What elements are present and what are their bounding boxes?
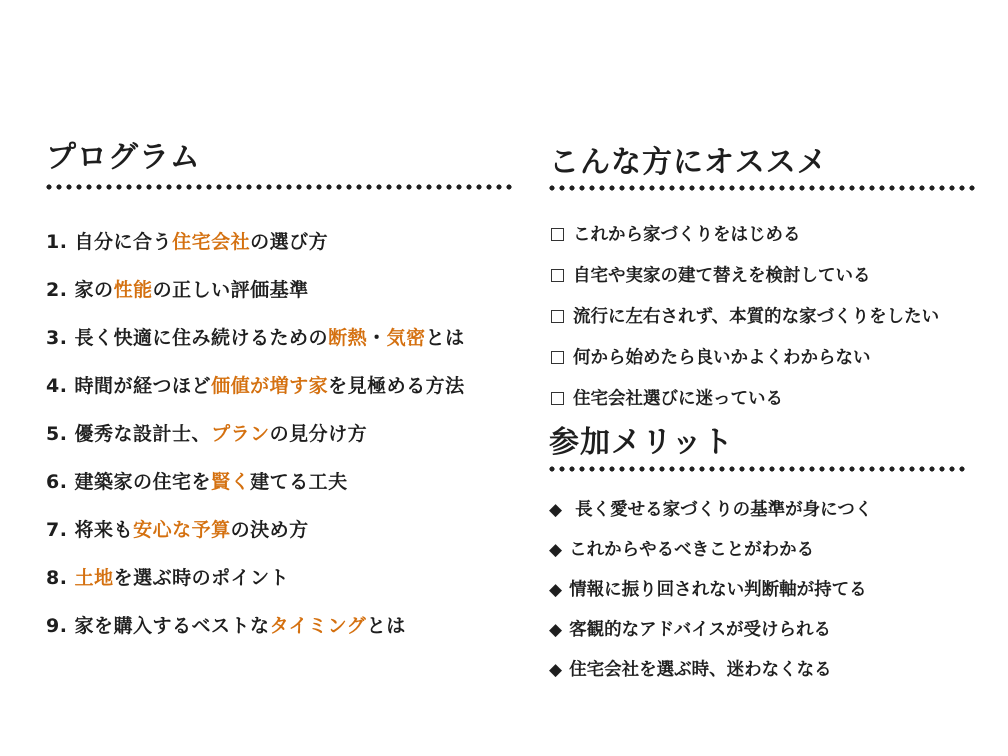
program-item-text: を見極める方法 — [328, 375, 465, 397]
program-item-highlight: プラン — [211, 423, 270, 445]
diamond-bullet-icon: ◆ — [549, 620, 563, 640]
program-item-text: 建てる工夫 — [250, 471, 348, 493]
program-item-text: とは — [425, 327, 465, 349]
merit-item — [549, 530, 872, 570]
diamond-bullet-icon: ◆ — [549, 540, 563, 560]
merit-item — [549, 570, 872, 610]
merit-item-label: これからやるべきことがわかる — [569, 540, 815, 560]
program-item-text: 6. 建築家の住宅を — [46, 471, 212, 493]
recommend-item-label: 流行に左右されず、本質的な家づくりをしたい — [573, 306, 940, 327]
recommend-item — [551, 255, 939, 296]
program-item — [46, 510, 465, 558]
program-item-text: 1. 自分に合う — [46, 231, 173, 253]
program-item — [46, 606, 465, 654]
program-item — [46, 222, 465, 270]
program-item — [46, 270, 465, 318]
program-item-text: の正しい評価基準 — [152, 279, 309, 301]
diamond-bullet-icon: ◆ — [549, 660, 563, 680]
program-item — [46, 462, 465, 510]
merits-list — [549, 490, 872, 690]
recommend-item-label: 自宅や実家の建て替えを検討している — [573, 265, 871, 286]
program-item-text: 2. 家の — [46, 279, 114, 301]
program-item-text: の選び方 — [250, 231, 329, 253]
program-item-text: 9. 家を購入するベストな — [46, 615, 270, 637]
merit-item — [549, 610, 872, 650]
program-item — [46, 558, 465, 606]
program-item-highlight: タイミング — [269, 615, 367, 637]
checkbox-icon — [551, 228, 564, 241]
program-item-text: の決め方 — [230, 519, 309, 541]
program-list — [46, 222, 465, 654]
merit-item-label: 住宅会社を選ぶ時、迷わなくなる — [569, 660, 832, 680]
program-item-text: 7. 将来も — [46, 519, 134, 541]
program-item-text: の見分け方 — [269, 423, 368, 445]
merit-item-label: 長く愛せる家づくりの基準が身につく — [569, 500, 873, 520]
merit-item-label: 客観的なアドバイスが受けられる — [569, 620, 832, 640]
program-item-highlight: 価値が増す家 — [211, 375, 329, 397]
diamond-bullet-icon: ◆ — [549, 500, 563, 520]
recommend-title: こんな方にオススメ — [549, 145, 828, 180]
program-item-text: とは — [366, 615, 406, 637]
recommend-item — [551, 378, 939, 419]
merits-title: 参加メリット — [549, 425, 734, 460]
program-item-highlight: 気密 — [386, 327, 426, 349]
program-item — [46, 366, 465, 414]
program-item-text: 4. 時間が経つほど — [46, 375, 212, 397]
merit-item-label: 情報に振り回されない判断軸が持てる — [569, 580, 867, 600]
checkbox-icon — [551, 310, 564, 323]
program-title: プログラム — [46, 140, 201, 175]
program-title-divider — [44, 184, 514, 190]
merits-title-divider — [547, 466, 965, 472]
recommend-item-label: 住宅会社選びに迷っている — [573, 388, 783, 409]
program-item — [46, 414, 465, 462]
program-item-highlight: 賢く — [211, 471, 251, 493]
program-item-highlight: 安心な予算 — [133, 519, 231, 541]
program-item-text: 3. 長く快適に住み続けるための — [46, 327, 329, 349]
recommend-list — [551, 214, 939, 419]
program-item-highlight: 断熱 — [328, 327, 368, 349]
checkbox-icon — [551, 392, 564, 405]
program-item-highlight: 住宅会社 — [172, 231, 251, 253]
checkbox-icon — [551, 269, 564, 282]
program-item — [46, 318, 465, 366]
merit-item — [549, 650, 872, 690]
recommend-item — [551, 214, 939, 255]
program-item-text: ・ — [367, 327, 387, 349]
diamond-bullet-icon: ◆ — [549, 580, 563, 600]
recommend-title-divider — [547, 185, 977, 191]
checkbox-icon — [551, 351, 564, 364]
recommend-item-label: これから家づくりをはじめる — [573, 224, 801, 245]
program-item-text: 8. — [46, 567, 75, 589]
program-item-text: 5. 優秀な設計士、 — [46, 423, 212, 445]
program-item-text: を選ぶ時のポイント — [113, 567, 290, 589]
merit-item — [549, 490, 872, 530]
program-item-highlight: 土地 — [74, 567, 114, 589]
recommend-item — [551, 337, 939, 378]
recommend-item-label: 何から始めたら良いかよくわからない — [573, 347, 871, 368]
program-item-highlight: 性能 — [113, 279, 153, 301]
recommend-item — [551, 296, 939, 337]
